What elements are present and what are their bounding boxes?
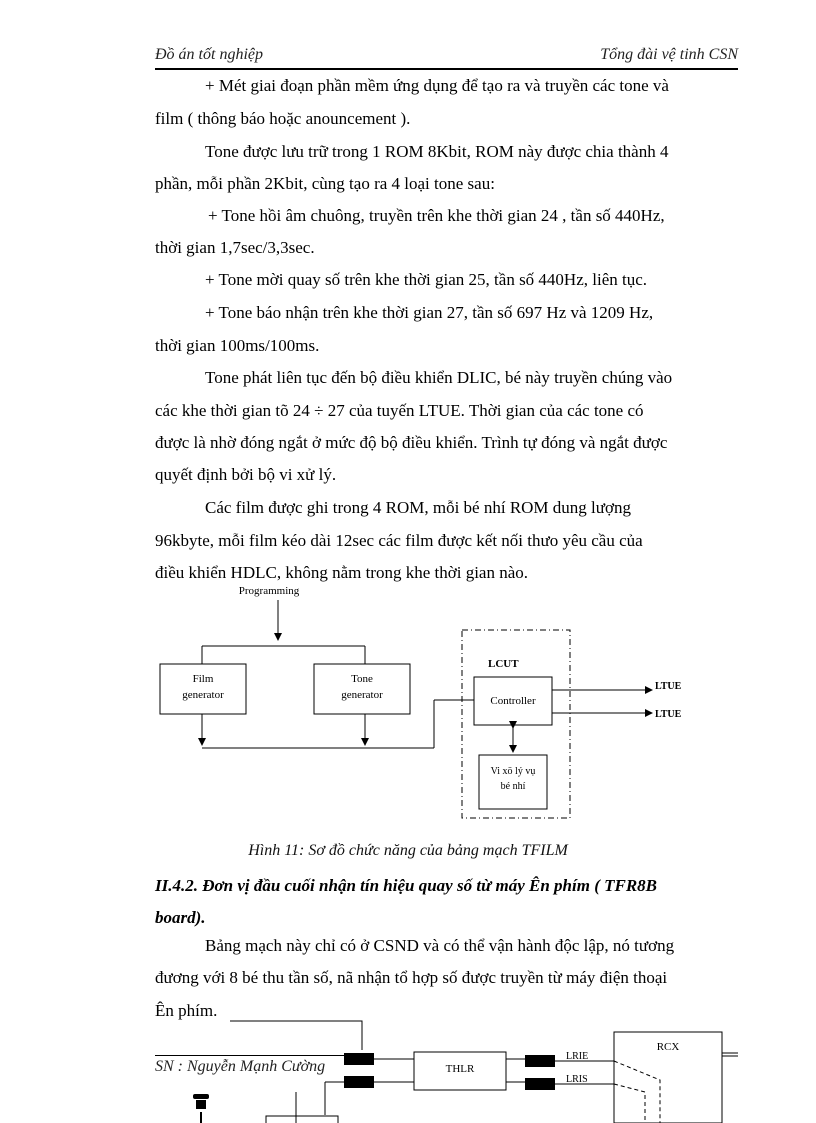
para2-line1: Tone được lưu trữ trong 1 ROM 8Kbit, ROM này được chia thành 4 bbox=[205, 142, 669, 161]
para6-line4: quyết định bởi bộ vi xử lý. bbox=[155, 465, 337, 484]
tfilm-diagram bbox=[0, 580, 816, 830]
footer-rule-left bbox=[155, 1055, 345, 1056]
para6-line2: các khe thời gian tõ 24 ÷ 27 của tuyến LTUE. Thời gian của các tone có bbox=[155, 401, 644, 420]
section-para-line1: Bảng mạch này chỉ có ở CSND và có thể vận hành độc lập, nó tương bbox=[205, 936, 675, 955]
para3-line1: + Tone hồi âm chuông, truyền trên khe thời gian 24 , tần số 440Hz, bbox=[208, 206, 665, 225]
section-heading-line2: board). bbox=[155, 908, 206, 927]
section-heading-line1: II.4.2. Đơn vị đầu cuối nhận tín hiệu quay số từ máy Ên phím ( TFR8B bbox=[155, 876, 658, 895]
tfr8b-diagram bbox=[0, 1020, 816, 1123]
header-left: Đồ án tốt nghiệp bbox=[155, 46, 263, 63]
lris-label: LRIS bbox=[566, 1074, 588, 1085]
page-footer: SN : Nguyễn Mạnh Cường bbox=[155, 1058, 326, 1075]
lcut-label: LCUT bbox=[488, 658, 519, 670]
para6-line1: Tone phát liên tục đến bộ điều khiển DLIC, bé này truyền chúng vào bbox=[205, 368, 673, 387]
para5-line1: + Tone báo nhận trên khe thời gian 27, tần số 697 Hz và 1209 Hz, bbox=[205, 303, 654, 322]
para7-line3: điều khiển HDLC, không nằm trong khe thời gian nào. bbox=[155, 563, 529, 582]
para1-line2: film ( thông báo hoặc anouncement ). bbox=[155, 109, 411, 128]
microprocessor-label-2: bé nhí bbox=[500, 781, 526, 792]
telephone-icon bbox=[193, 1094, 209, 1109]
para3-line2: thời gian 1,7sec/3,3sec. bbox=[155, 238, 315, 257]
page-header bbox=[155, 46, 738, 70]
para6-line3: được là nhờ đóng ngắt ở mức độ bộ điều khiển. Trình tự đóng và ngắt được bbox=[155, 433, 668, 452]
controller-label: Controller bbox=[490, 695, 536, 707]
film-generator-label-2: generator bbox=[182, 689, 224, 701]
thlr-label: THLR bbox=[445, 1063, 475, 1075]
para1-line1: + Mét giai đoạn phần mềm ứng dụng để tạo ra và truyền các tone và bbox=[205, 76, 669, 95]
tone-generator-label-1: Tone bbox=[351, 673, 373, 685]
lrie-label: LRIE bbox=[566, 1051, 589, 1062]
ltue-label-2: LTUE bbox=[655, 709, 682, 720]
section-para-line2: đương với 8 bé thu tần số, nã nhận tổ hợp số được truyền từ máy điện thoại bbox=[155, 968, 668, 987]
rcx-label: RCX bbox=[656, 1041, 680, 1053]
para2-line2: phần, mỗi phần 2Kbit, cùng tạo ra 4 loại tone sau: bbox=[155, 174, 495, 193]
para7-line2: 96kbyte, mỗi film kéo dài 12sec các film được kết nối thưo yêu cầu của bbox=[155, 531, 643, 550]
para7-line1: Các film được ghi trong 4 ROM, mỗi bé nhí ROM dung lượng bbox=[205, 498, 631, 517]
film-generator-label-1: Film bbox=[192, 673, 214, 685]
ltue-label-1: LTUE bbox=[655, 681, 682, 692]
figure-caption: Hình 11: Sơ đồ chức năng của bảng mạch TFILM bbox=[248, 842, 568, 859]
para4-line1: + Tone mời quay số trên khe thời gian 25, tần số 440Hz, liên tục. bbox=[205, 270, 648, 289]
section-para-line3: Ên phím. bbox=[155, 1001, 218, 1020]
tone-generator-label-2: generator bbox=[341, 689, 383, 701]
programming-label: Programming bbox=[238, 585, 300, 597]
section-heading bbox=[155, 870, 738, 934]
header-right: Tổng đài vệ tinh CSN bbox=[600, 46, 738, 63]
microprocessor-label-1: Vi xö lý vụ bbox=[490, 766, 536, 777]
para5-line2: thời gian 100ms/100ms. bbox=[155, 336, 320, 355]
